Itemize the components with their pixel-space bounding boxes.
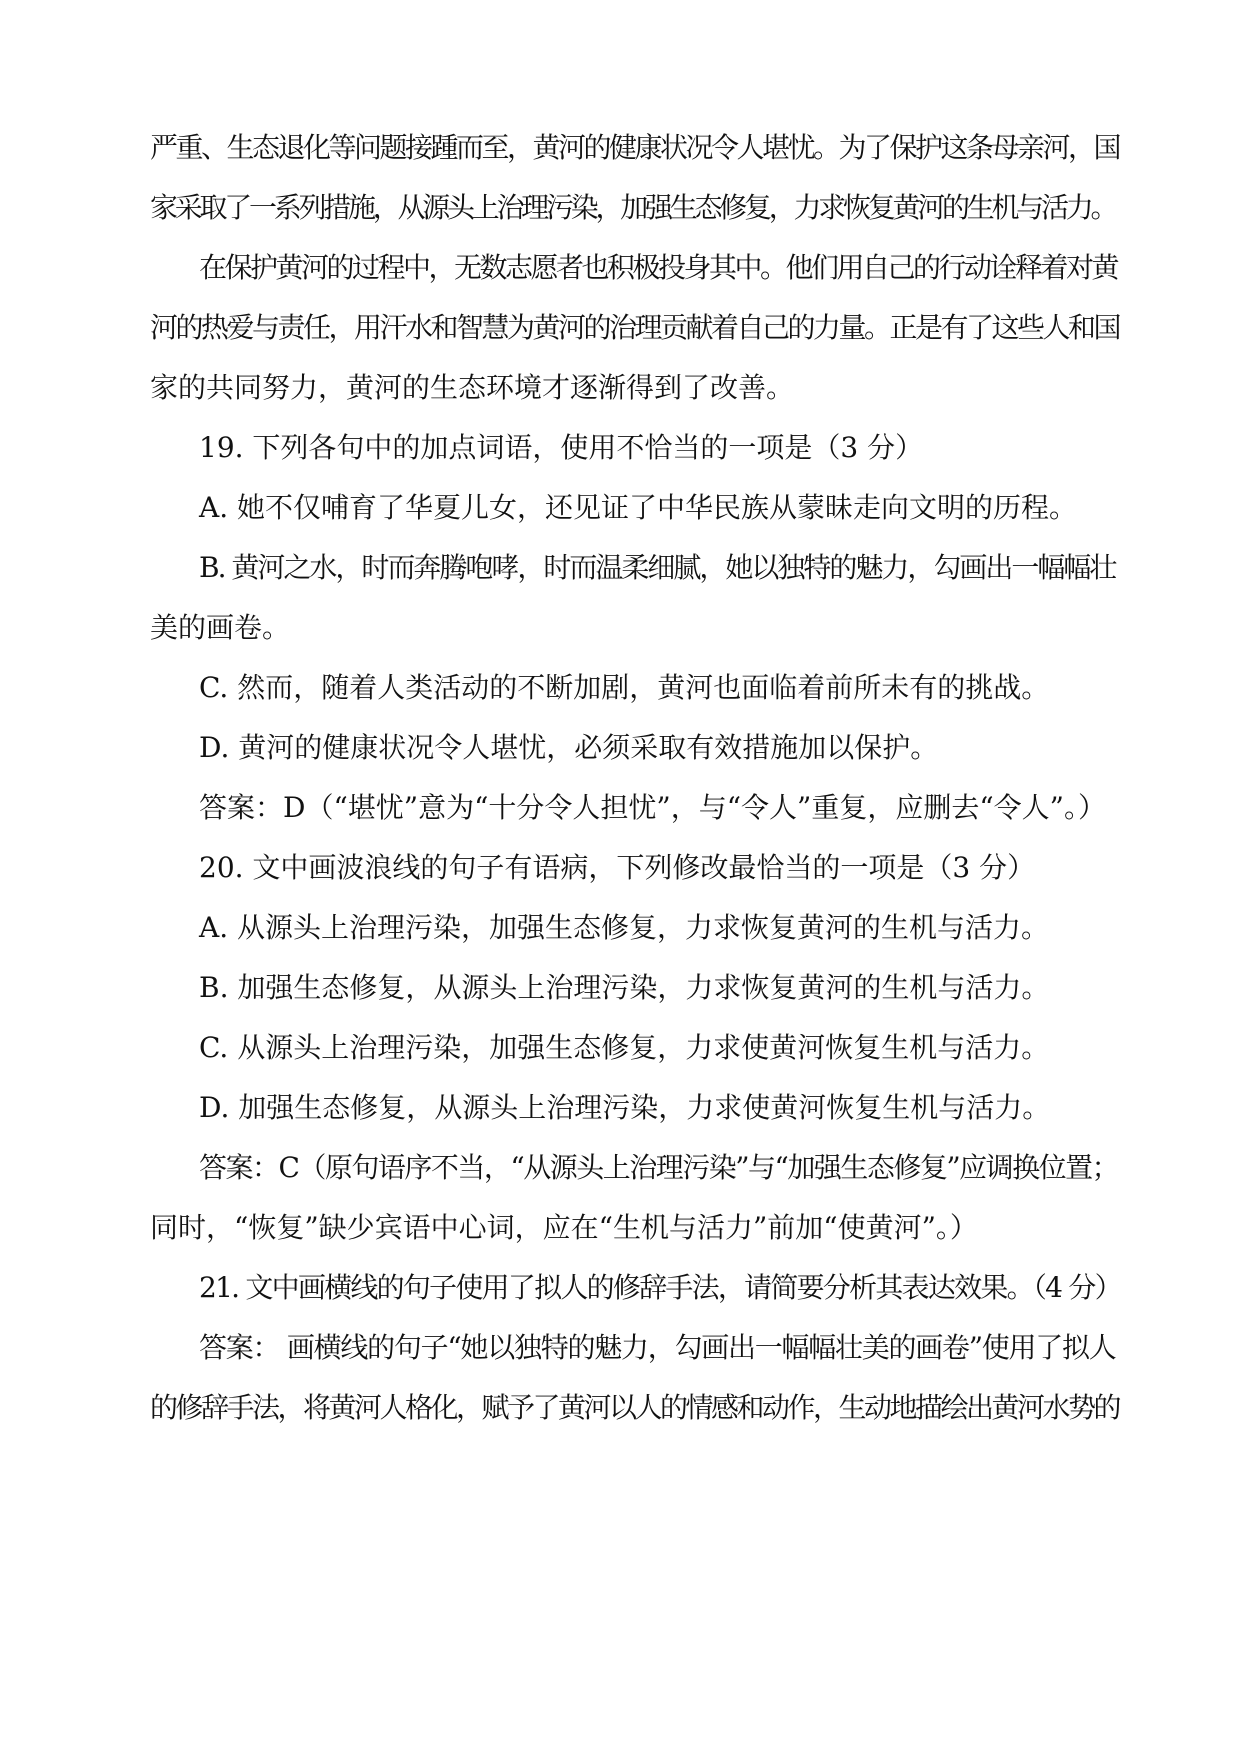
question-20-answer-continued: 同时，“恢复”缺少宾语中心词，应在“生机与活力”前加“使黄河”。） <box>150 1211 978 1244</box>
question-19-option-d: D. 黄河的健康状况令人堪忧，必须采取有效措施加以保护。 <box>199 731 939 764</box>
question-20-option-d: D. 加强生态修复，从源头上治理污染，力求使黄河恢复生机与活力。 <box>199 1091 1051 1124</box>
question-19-answer: 答案：D（“堪忧”意为“十分令人担忧”，与“令人”重复，应删去“令人”。） <box>199 791 1106 824</box>
passage-line: 家的共同努力，黄河的生态环境才逐渐得到了改善。 <box>150 371 795 404</box>
passage-line: 河的热爱与责任，用汗水和智慧为黄河的治理贡献着自己的力量。正是有了这些人和国 <box>150 311 1120 344</box>
question-19-option-a: A. 她不仅哺育了华夏儿女，还见证了中华民族从蒙昧走向文明的历程。 <box>199 491 1078 524</box>
passage-line: 严重、生态退化等问题接踵而至，黄河的健康状况令人堪忧。为了保护这条母亲河，国 <box>150 131 1120 164</box>
question-19-stem: 19. 下列各句中的加点词语，使用不恰当的一项是（3 分） <box>199 431 924 464</box>
question-20-option-a: A. 从源头上治理污染，加强生态修复，力求恢复黄河的生机与活力。 <box>199 911 1050 944</box>
question-19-option-b: B. 黄河之水，时而奔腾咆哮，时而温柔细腻，她以独特的魅力，勾画出一幅幅壮 <box>199 551 1116 584</box>
passage-line: 在保护黄河的过程中，无数志愿者也积极投身其中。他们用自己的行动诠释着对黄 <box>199 251 1118 284</box>
question-21-stem: 21. 文中画横线的句子使用了拟人的修辞手法，请简要分析其表达效果。（4 分） <box>199 1271 1121 1304</box>
question-20-option-c: C. 从源头上治理污染，加强生态修复，力求使黄河恢复生机与活力。 <box>199 1031 1050 1064</box>
question-20-answer: 答案：C（原句语序不当，“从源头上治理污染”与“加强生态修复”应调换位置； <box>199 1151 1119 1184</box>
question-19-option-b-continued: 美的画卷。 <box>150 611 291 644</box>
question-19-option-c: C. 然而，随着人类活动的不断加剧，黄河也面临着前所未有的挑战。 <box>199 671 1050 704</box>
question-20-option-b: B. 加强生态修复，从源头上治理污染，力求恢复黄河的生机与活力。 <box>199 971 1050 1004</box>
question-21-answer: 答案： 画横线的句子“她以独特的魅力，勾画出一幅幅壮美的画卷”使用了拟人 <box>199 1331 1116 1364</box>
question-20-stem: 20. 文中画波浪线的句子有语病，下列修改最恰当的一项是（3 分） <box>199 851 1036 884</box>
question-21-answer-continued: 的修辞手法，将黄河人格化，赋予了黄河以人的情感和动作，生动地描绘出黄河水势的 <box>150 1391 1120 1424</box>
passage-line: 家采取了一系列措施，从源头上治理污染，加强生态修复，力求恢复黄河的生机与活力。 <box>150 191 1116 224</box>
